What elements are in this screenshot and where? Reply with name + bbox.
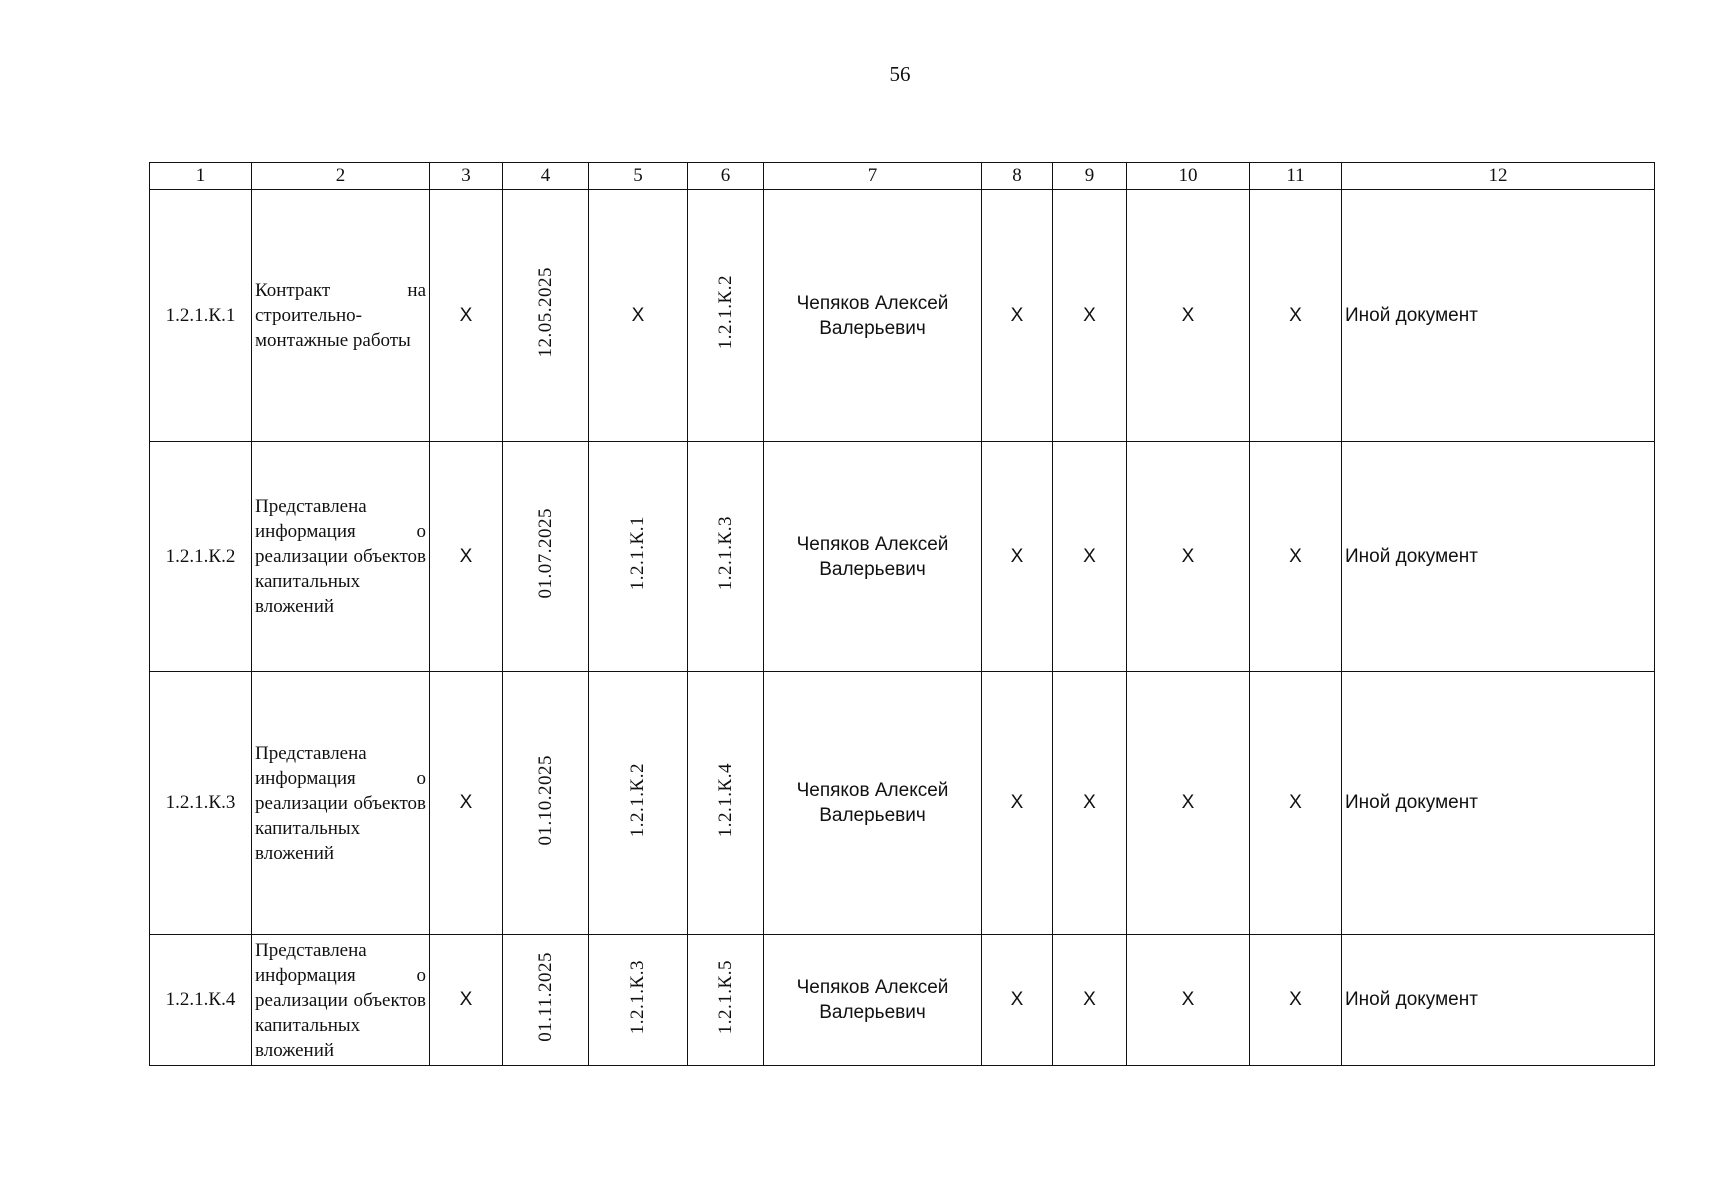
header-cell: 9	[1053, 163, 1127, 190]
row-next: 1.2.1.К.2	[714, 275, 736, 350]
row-col10: X	[1127, 190, 1250, 442]
row-id: 1.2.1.К.3	[150, 672, 252, 935]
header-cell: 10	[1127, 163, 1250, 190]
row-next-cell	[688, 442, 764, 672]
row-date: 12.05.2025	[534, 267, 556, 358]
row-prev: 1.2.1.К.2	[627, 762, 648, 838]
row-name: Представлена информация о реализации объектов капитальных вложений	[252, 935, 430, 1066]
row-next-cell	[688, 190, 764, 442]
row-date-cell	[503, 190, 589, 442]
row-person: Чепяков Алексей Валерьевич	[764, 672, 982, 935]
header-cell: 6	[688, 163, 764, 190]
row-col3: X	[430, 935, 503, 1066]
row-col11: X	[1250, 190, 1342, 442]
row-prev-cell	[589, 935, 688, 1066]
row-id: 1.2.1.К.4	[150, 935, 252, 1066]
control-points-table	[149, 162, 1655, 1066]
row-date: 01.10.2025	[534, 754, 556, 846]
table-row	[150, 190, 1655, 442]
header-cell: 5	[589, 163, 688, 190]
row-person: Чепяков Алексей Валерьевич	[764, 442, 982, 672]
table-header-row	[150, 163, 1655, 190]
row-col3: X	[430, 190, 503, 442]
row-date: 01.11.2025	[534, 952, 556, 1042]
row-prev: X	[589, 190, 688, 442]
table-row	[150, 442, 1655, 672]
row-col10: X	[1127, 935, 1250, 1066]
row-date-cell	[503, 935, 589, 1066]
row-col8: X	[982, 672, 1053, 935]
row-col9: X	[1053, 672, 1127, 935]
row-doc: Иной документ	[1342, 190, 1655, 442]
row-prev-cell	[589, 442, 688, 672]
row-id: 1.2.1.К.1	[150, 190, 252, 442]
row-date: 01.07.2025	[534, 508, 556, 599]
row-id: 1.2.1.К.2	[150, 442, 252, 672]
row-prev-cell	[589, 672, 688, 935]
row-date-cell	[503, 672, 589, 935]
table-row	[150, 672, 1655, 935]
row-date-cell	[503, 442, 589, 672]
row-doc: Иной документ	[1342, 442, 1655, 672]
row-prev: 1.2.1.К.1	[627, 516, 648, 591]
row-col3: X	[430, 672, 503, 935]
header-cell: 8	[982, 163, 1053, 190]
row-next-cell	[688, 935, 764, 1066]
row-name: Представлена информация о реализации объектов капитальных вложений	[252, 442, 430, 672]
row-person: Чепяков Алексей Валерьевич	[764, 935, 982, 1066]
row-doc: Иной документ	[1342, 672, 1655, 935]
row-col3: X	[430, 442, 503, 672]
row-next: 1.2.1.К.4	[714, 762, 736, 838]
row-col11: X	[1250, 672, 1342, 935]
row-next-cell	[688, 672, 764, 935]
header-cell: 1	[150, 163, 252, 190]
row-doc: Иной документ	[1342, 935, 1655, 1066]
row-col9: X	[1053, 190, 1127, 442]
row-name: Контракт на строительно-монтажные работы	[252, 190, 430, 442]
row-col8: X	[982, 190, 1053, 442]
row-col9: X	[1053, 442, 1127, 672]
header-cell: 12	[1342, 163, 1655, 190]
row-col8: X	[982, 442, 1053, 672]
header-cell: 7	[764, 163, 982, 190]
header-cell: 3	[430, 163, 503, 190]
row-person: Чепяков Алексей Валерьевич	[764, 190, 982, 442]
row-col10: X	[1127, 442, 1250, 672]
row-next: 1.2.1.К.5	[714, 959, 736, 1035]
row-next: 1.2.1.К.3	[714, 516, 736, 591]
row-col9: X	[1053, 935, 1127, 1066]
header-cell: 4	[503, 163, 589, 190]
row-col11: X	[1250, 442, 1342, 672]
row-col10: X	[1127, 672, 1250, 935]
table-row	[150, 935, 1655, 1066]
row-name: Представлена информация о реализации объектов капитальных вложений	[252, 672, 430, 935]
header-cell: 11	[1250, 163, 1342, 190]
page-number: 56	[889, 62, 911, 86]
row-col11: X	[1250, 935, 1342, 1066]
header-cell: 2	[252, 163, 430, 190]
row-prev: 1.2.1.К.3	[627, 959, 648, 1035]
row-col8: X	[982, 935, 1053, 1066]
